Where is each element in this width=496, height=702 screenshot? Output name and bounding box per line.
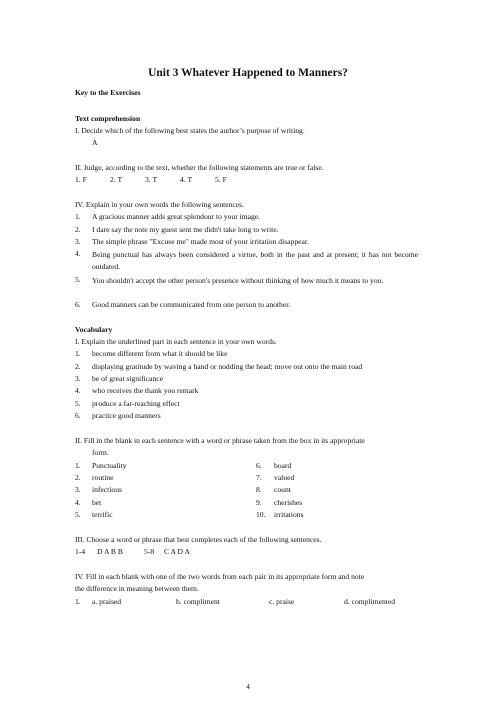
- list-item-number: 1.: [75, 212, 81, 221]
- list-item-number: 3.: [75, 237, 81, 246]
- list-item: irritations: [274, 510, 304, 519]
- list-item-number: 6.: [75, 300, 81, 309]
- list-item-number: 1.: [75, 461, 81, 470]
- list-item-number: 5.: [75, 399, 81, 408]
- voc-part3-range: 5-8: [144, 547, 155, 556]
- voc-part3-answers: D A B B: [97, 547, 123, 556]
- list-item-number: 4.: [75, 498, 81, 507]
- list-item: valued: [274, 473, 295, 482]
- answer-option: d. complimented: [344, 597, 396, 606]
- list-item: who receives the thank you remark: [92, 386, 199, 395]
- list-item: become different from what it should be like: [92, 349, 228, 358]
- tc-part4-instruction: IV. Explain in your own words the following sentences.: [75, 200, 245, 209]
- list-item-number: 1.: [75, 349, 81, 358]
- list-item: be of great significance: [92, 374, 164, 383]
- list-item: You shouldn't accept the other person's presence without thinking of how much it means to you.: [92, 276, 384, 285]
- voc-part4-instruction: IV. Fill in each blank with one of the two words from each pair in its appropriate form and note: [75, 572, 365, 581]
- list-item-number: 8.: [256, 485, 262, 494]
- page-title: Unit 3 Whatever Happened to Manners?: [148, 67, 348, 79]
- list-item: cherishes: [274, 498, 303, 507]
- list-item-number: 4.: [75, 386, 81, 395]
- tc-part2-answer: 5. F: [215, 175, 227, 184]
- voc-part4-instruction-cont: the difference in meaning between them.: [75, 584, 199, 593]
- list-item: I dare say the note my guest sent me didn't take long to write.: [92, 225, 279, 234]
- answer-option: c. praise: [269, 597, 295, 606]
- list-item: Punctuality: [92, 461, 127, 470]
- answer-option: a. praised: [92, 597, 122, 606]
- list-item-number: 2.: [75, 362, 81, 371]
- tc-part2-instruction: II. Judge, according to the text, whether the following statements are true or false.: [75, 163, 324, 172]
- list-item: routine: [92, 473, 114, 482]
- list-item: produce a far-reaching effect: [92, 399, 180, 408]
- list-item: practice good manners: [92, 411, 161, 420]
- list-item: A gracious manner adds great splendour to your image.: [92, 212, 261, 221]
- list-item-number: 1.: [75, 597, 81, 606]
- page-number: 4: [246, 682, 250, 691]
- list-item: displaying gratitude by waving a hand or nodding the head; move out onto the main road: [92, 362, 363, 371]
- list-item: The simple phrase "Excuse me" made most of your irritation disappear.: [92, 237, 309, 246]
- list-item: Good manners can be communicated from one person to another.: [92, 300, 291, 309]
- list-item: infectious: [92, 485, 122, 494]
- voc-part2-instruction-cont: form.: [92, 448, 109, 457]
- voc-part3-instruction: III. Choose a word or phrase that best completes each of the following sentences.: [75, 535, 322, 544]
- list-item: count: [274, 485, 291, 494]
- list-item-number: 2.: [75, 473, 81, 482]
- voc-part3-range: 1-4: [75, 547, 86, 556]
- list-item-number: 4.: [75, 249, 81, 258]
- tc-part2-answer: 3. T: [145, 175, 158, 184]
- list-item: bet: [92, 498, 102, 507]
- key-heading: Key to the Exercises: [75, 88, 141, 97]
- list-item: terrific: [92, 510, 113, 519]
- answer-option: b. compliment: [176, 597, 220, 606]
- voc-part3-answers: C A D A: [164, 547, 190, 556]
- list-item: board: [274, 461, 292, 470]
- list-item-number: 7.: [256, 473, 262, 482]
- tc-part2-answer: 2. T: [110, 175, 123, 184]
- tc-part1-answer: A: [92, 138, 98, 147]
- tc-part2-answer: 1. F: [75, 175, 87, 184]
- list-item-number: 3.: [75, 485, 81, 494]
- list-item-number: 10.: [256, 510, 266, 519]
- tc-part2-answer: 4. T: [180, 175, 193, 184]
- list-item-number: 9.: [256, 498, 262, 507]
- list-item-number: 2.: [75, 225, 81, 234]
- list-item-number: 6.: [256, 461, 262, 470]
- voc-part2-instruction: II. Fill in the blank in each sentence with a word or phrase taken from the box in its appropriate: [75, 436, 365, 445]
- tc-part1-instruction: I. Decide which of the following best states the author’s purpose of writing.: [75, 126, 305, 135]
- list-item: Being punctual has always been considered a virtue, both in the past and at present; it has not become outdated.: [92, 250, 418, 271]
- list-item-number: 3.: [75, 374, 81, 383]
- voc-part1-instruction: I. Explain the underlined part in each sentence in your own words.: [75, 337, 277, 346]
- section-heading-vocabulary: Vocabulary: [75, 325, 113, 334]
- list-item-number: 5.: [75, 275, 81, 284]
- list-item-number: 5.: [75, 510, 81, 519]
- list-item-number: 6.: [75, 411, 81, 420]
- section-heading-text-comprehension: Text comprehension: [75, 114, 141, 123]
